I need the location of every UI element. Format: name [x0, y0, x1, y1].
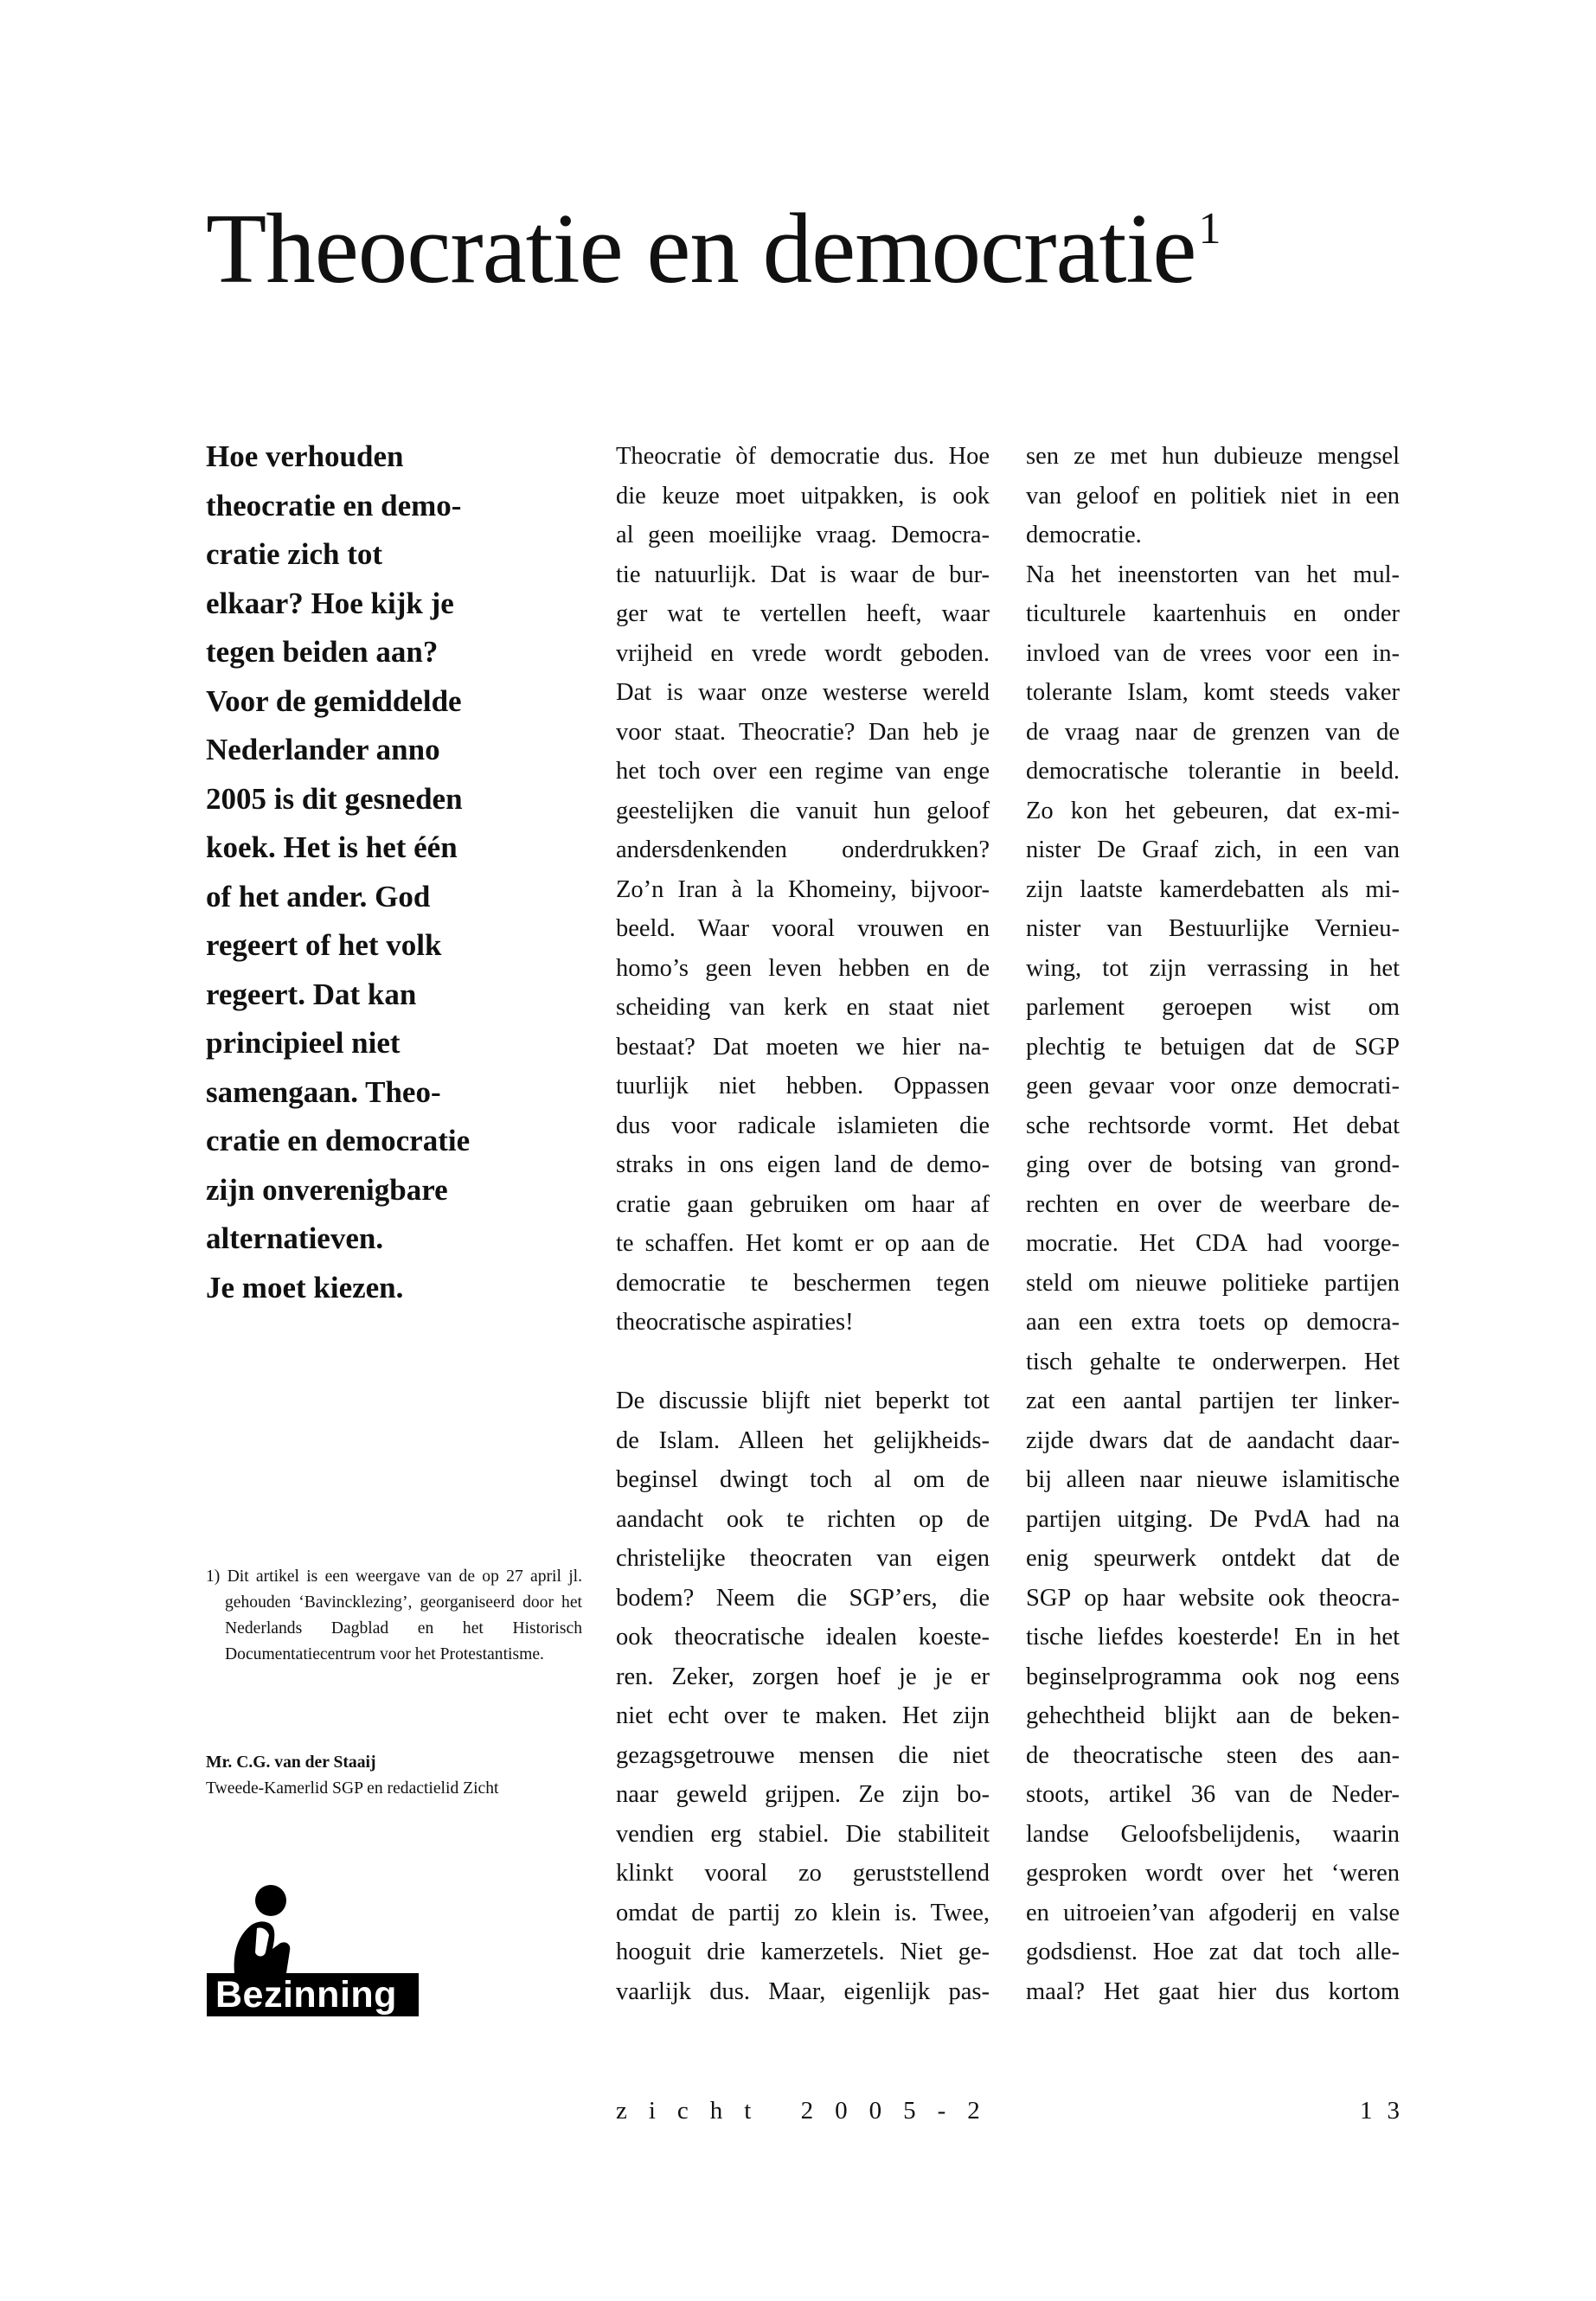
text-line: van geloof en politiek niet in een — [1026, 482, 1400, 510]
text-line: stoots, artikel 36 van de Neder- — [1026, 1781, 1400, 1808]
text-line: al geen moeilijke vraag. Democra- — [616, 522, 990, 548]
text-line: maal? Het gaat hier dus kortom — [1026, 1977, 1400, 2005]
intro-line: Je moet kiezen. — [206, 1270, 404, 1304]
intro-line: zijn onverenigbare — [206, 1172, 448, 1207]
text-line: ren. Zeker, zorgen hoef je je er — [616, 1663, 990, 1690]
text-line: vendien erg stabiel. Die stabiliteit — [616, 1820, 990, 1848]
text-line: tie natuurlijk. Dat is waar de bur- — [616, 561, 990, 588]
text-line: beginsel dwingt toch al om de — [616, 1466, 990, 1493]
intro-line: Voor de gemiddelde — [206, 683, 462, 718]
text-line: invloed van de vrees voor een in- — [1026, 639, 1400, 667]
text-line: plechtig te betuigen dat de SGP — [1026, 1033, 1400, 1061]
title-footnote-marker: 1 — [1198, 203, 1221, 253]
text-line: aandacht ook te richten op de — [616, 1505, 990, 1533]
article-title — [206, 194, 1221, 304]
text-line: theocratische aspiraties! — [616, 1309, 854, 1336]
text-line: gehechtheid blijkt aan de beken- — [1026, 1702, 1400, 1729]
text-line: cratie gaan gebruiken om haar af — [616, 1190, 990, 1218]
intro-lead — [206, 433, 535, 1312]
text-line: ging over de botsing van grond- — [1026, 1151, 1400, 1178]
author-role: Tweede-Kamerlid SGP en redactielid Zicht — [206, 1779, 499, 1798]
intro-line: Hoe verhouden — [206, 439, 404, 473]
text-line: beeld. Waar vooral vrouwen en — [616, 915, 990, 942]
text-line: nister van Bestuurlijke Vernieu- — [1026, 915, 1400, 942]
text-line: naar geweld grijpen. Ze zijn bo- — [616, 1781, 990, 1808]
text-line: homo’s geen leven hebben en de — [616, 954, 990, 982]
text-line: democratie. — [1026, 522, 1142, 548]
text-line: De discussie blijft niet beperkt tot — [616, 1388, 990, 1414]
text-line: ger wat te vertellen heeft, waar — [616, 600, 990, 627]
text-line — [616, 1343, 990, 1382]
body-column-3 — [1026, 437, 1400, 2011]
author-block — [206, 1750, 499, 1802]
text-line: nister De Graaf zich, in een van — [1026, 836, 1400, 863]
text-line: bodem? Neem die SGP’ers, die — [616, 1584, 990, 1612]
text-line: dus voor radicale islamieten die — [616, 1112, 990, 1139]
text-line: straks in ons eigen land de demo- — [616, 1151, 990, 1178]
text-line: christelijke theocraten van eigen — [616, 1545, 990, 1572]
text-line: gezagsgetrouwe mensen die niet — [616, 1741, 990, 1769]
logo-label: Bezinning — [207, 1973, 419, 2016]
text-line: die keuze moet uitpakken, is ook — [616, 482, 990, 510]
footnote-body — [206, 1564, 582, 1668]
text-line: landse Geloofsbelijdenis, waarin — [1026, 1820, 1400, 1848]
text-line: ticulturele kaartenhuis en onder — [1026, 600, 1400, 627]
bezinning-logo — [207, 1883, 419, 2016]
text-line: godsdienst. Hoe zat dat toch alle- — [1026, 1939, 1400, 1965]
page-number: 13 — [1360, 2097, 1414, 2125]
text-line: zijn laatste kamerdebatten als mi- — [1026, 875, 1400, 903]
text-line: de theocratische steen des aan- — [1026, 1741, 1400, 1769]
text-line: bij alleen naar nieuwe islamitische — [1026, 1466, 1400, 1493]
text-line: hooguit drie kamerzetels. Niet ge- — [616, 1939, 990, 1965]
text-line: steld om nieuwe politieke partijen — [1026, 1269, 1400, 1297]
text-line: niet echt over te maken. Het zijn — [616, 1702, 990, 1729]
text-line: en uitroeien’van afgoderij en valse — [1026, 1899, 1400, 1926]
text-line: het toch over een regime van enge — [616, 758, 990, 785]
text-line: mocratie. Het CDA had voorge- — [1026, 1230, 1400, 1257]
text-line: klinkt vooral zo geruststellend — [616, 1860, 990, 1887]
text-line: partijen uitging. De PvdA had na — [1026, 1505, 1400, 1533]
text-line: de vraag naar de grenzen van de — [1026, 718, 1400, 746]
text-line: SGP op haar website ook theocra- — [1026, 1584, 1400, 1612]
author-name: Mr. C.G. van der Staaij — [206, 1753, 376, 1772]
publication-footer: zicht 2005-2 — [616, 2097, 1002, 2125]
text-line: de Islam. Alleen het gelijkheids- — [616, 1426, 990, 1454]
text-line: tuurlijk niet hebben. Oppassen — [616, 1073, 990, 1099]
footnote — [206, 1564, 582, 1668]
intro-line: of het ander. God — [206, 879, 431, 913]
intro-line: theocratie en demo- — [206, 488, 462, 522]
text-line: scheiding van kerk en staat niet — [616, 994, 990, 1021]
intro-line: Nederlander anno — [206, 733, 440, 766]
text-line: gesproken wordt over het ‘weren — [1026, 1860, 1400, 1887]
intro-line: alternatieven. — [206, 1221, 384, 1255]
text-line: sen ze met hun dubieuze mengsel — [1026, 443, 1400, 470]
text-line: Dat is waar onze westerse wereld — [616, 679, 990, 706]
text-line: geestelijken die vanuit hun geloof — [616, 797, 990, 824]
text-line: geen gevaar voor onze democrati- — [1026, 1073, 1400, 1099]
text-line: democratie te beschermen tegen — [616, 1269, 990, 1297]
text-line: Zo kon het gebeuren, dat ex-mi- — [1026, 797, 1400, 824]
intro-line: koek. Het is het één — [206, 830, 458, 864]
text-line: omdat de partij zo klein is. Twee, — [616, 1899, 990, 1926]
footnote-marker: 1) — [206, 1567, 221, 1586]
text-line: vaarlijk dus. Maar, eigenlijk pas- — [616, 1977, 990, 2005]
intro-line: cratie zich tot — [206, 537, 383, 571]
article-title-text: Theocratie en democratie — [206, 194, 1196, 304]
text-line: democratische tolerantie in beeld. — [1026, 758, 1400, 785]
text-line: tische liefdes koesterde! En in het — [1026, 1624, 1400, 1650]
text-line: beginselprogramma ook nog eens — [1026, 1663, 1400, 1690]
intro-line: regeert of het volk — [206, 928, 442, 962]
text-line: rechten en over de weerbare de- — [1026, 1190, 1400, 1218]
intro-line: cratie en democratie — [206, 1124, 471, 1157]
text-line: vrijheid en vrede wordt geboden. — [616, 639, 990, 667]
intro-line: principieel niet — [206, 1026, 401, 1060]
thinker-icon — [217, 1883, 312, 1978]
intro-line: 2005 is dit gesneden — [206, 781, 463, 816]
text-line: voor staat. Theocratie? Dan heb je — [616, 718, 990, 746]
text-line: enig speurwerk ontdekt dat de — [1026, 1545, 1400, 1572]
text-line: Na het ineenstorten van het mul- — [1026, 561, 1400, 588]
intro-line: elkaar? Hoe kijk je — [206, 586, 454, 620]
text-line: parlement geroepen wist om — [1026, 994, 1400, 1021]
text-line: zijde dwars dat de aandacht daar- — [1026, 1426, 1400, 1454]
intro-line: regeert. Dat kan — [206, 977, 417, 1011]
text-line: andersdenkenden onderdrukken? — [616, 836, 990, 863]
text-line: tisch gehalte te onderwerpen. Het — [1026, 1348, 1400, 1375]
text-line: zat een aantal partijen ter linker- — [1026, 1388, 1400, 1414]
text-line: te schaffen. Het komt er op aan de — [616, 1230, 990, 1257]
footnote-text: Dit artikel is een weergave van de op 27 april jl. gehouden ‘Bavincklezing’, georganiseerd door het Nederlands Dagblad en het Historisch Documentatiecentrum voor het Protestantisme. — [225, 1567, 582, 1663]
text-line: ook theocratische idealen koeste- — [616, 1624, 990, 1650]
intro-line: samengaan. Theo- — [206, 1074, 441, 1109]
text-line: aan een extra toets op democra- — [1026, 1309, 1400, 1336]
text-line: Theocratie òf democratie dus. Hoe — [616, 443, 990, 470]
text-line: tolerante Islam, komt steeds vaker — [1026, 679, 1400, 706]
text-line: wing, tot zijn verrassing in het — [1026, 954, 1400, 982]
text-line: Zo’n Iran à la Khomeiny, bijvoor- — [616, 875, 990, 903]
intro-line: tegen beiden aan? — [206, 635, 439, 669]
body-column-2 — [616, 437, 990, 2011]
text-line: bestaat? Dat moeten we hier na- — [616, 1033, 990, 1061]
text-line: sche rechtsorde vormt. Het debat — [1026, 1112, 1400, 1139]
